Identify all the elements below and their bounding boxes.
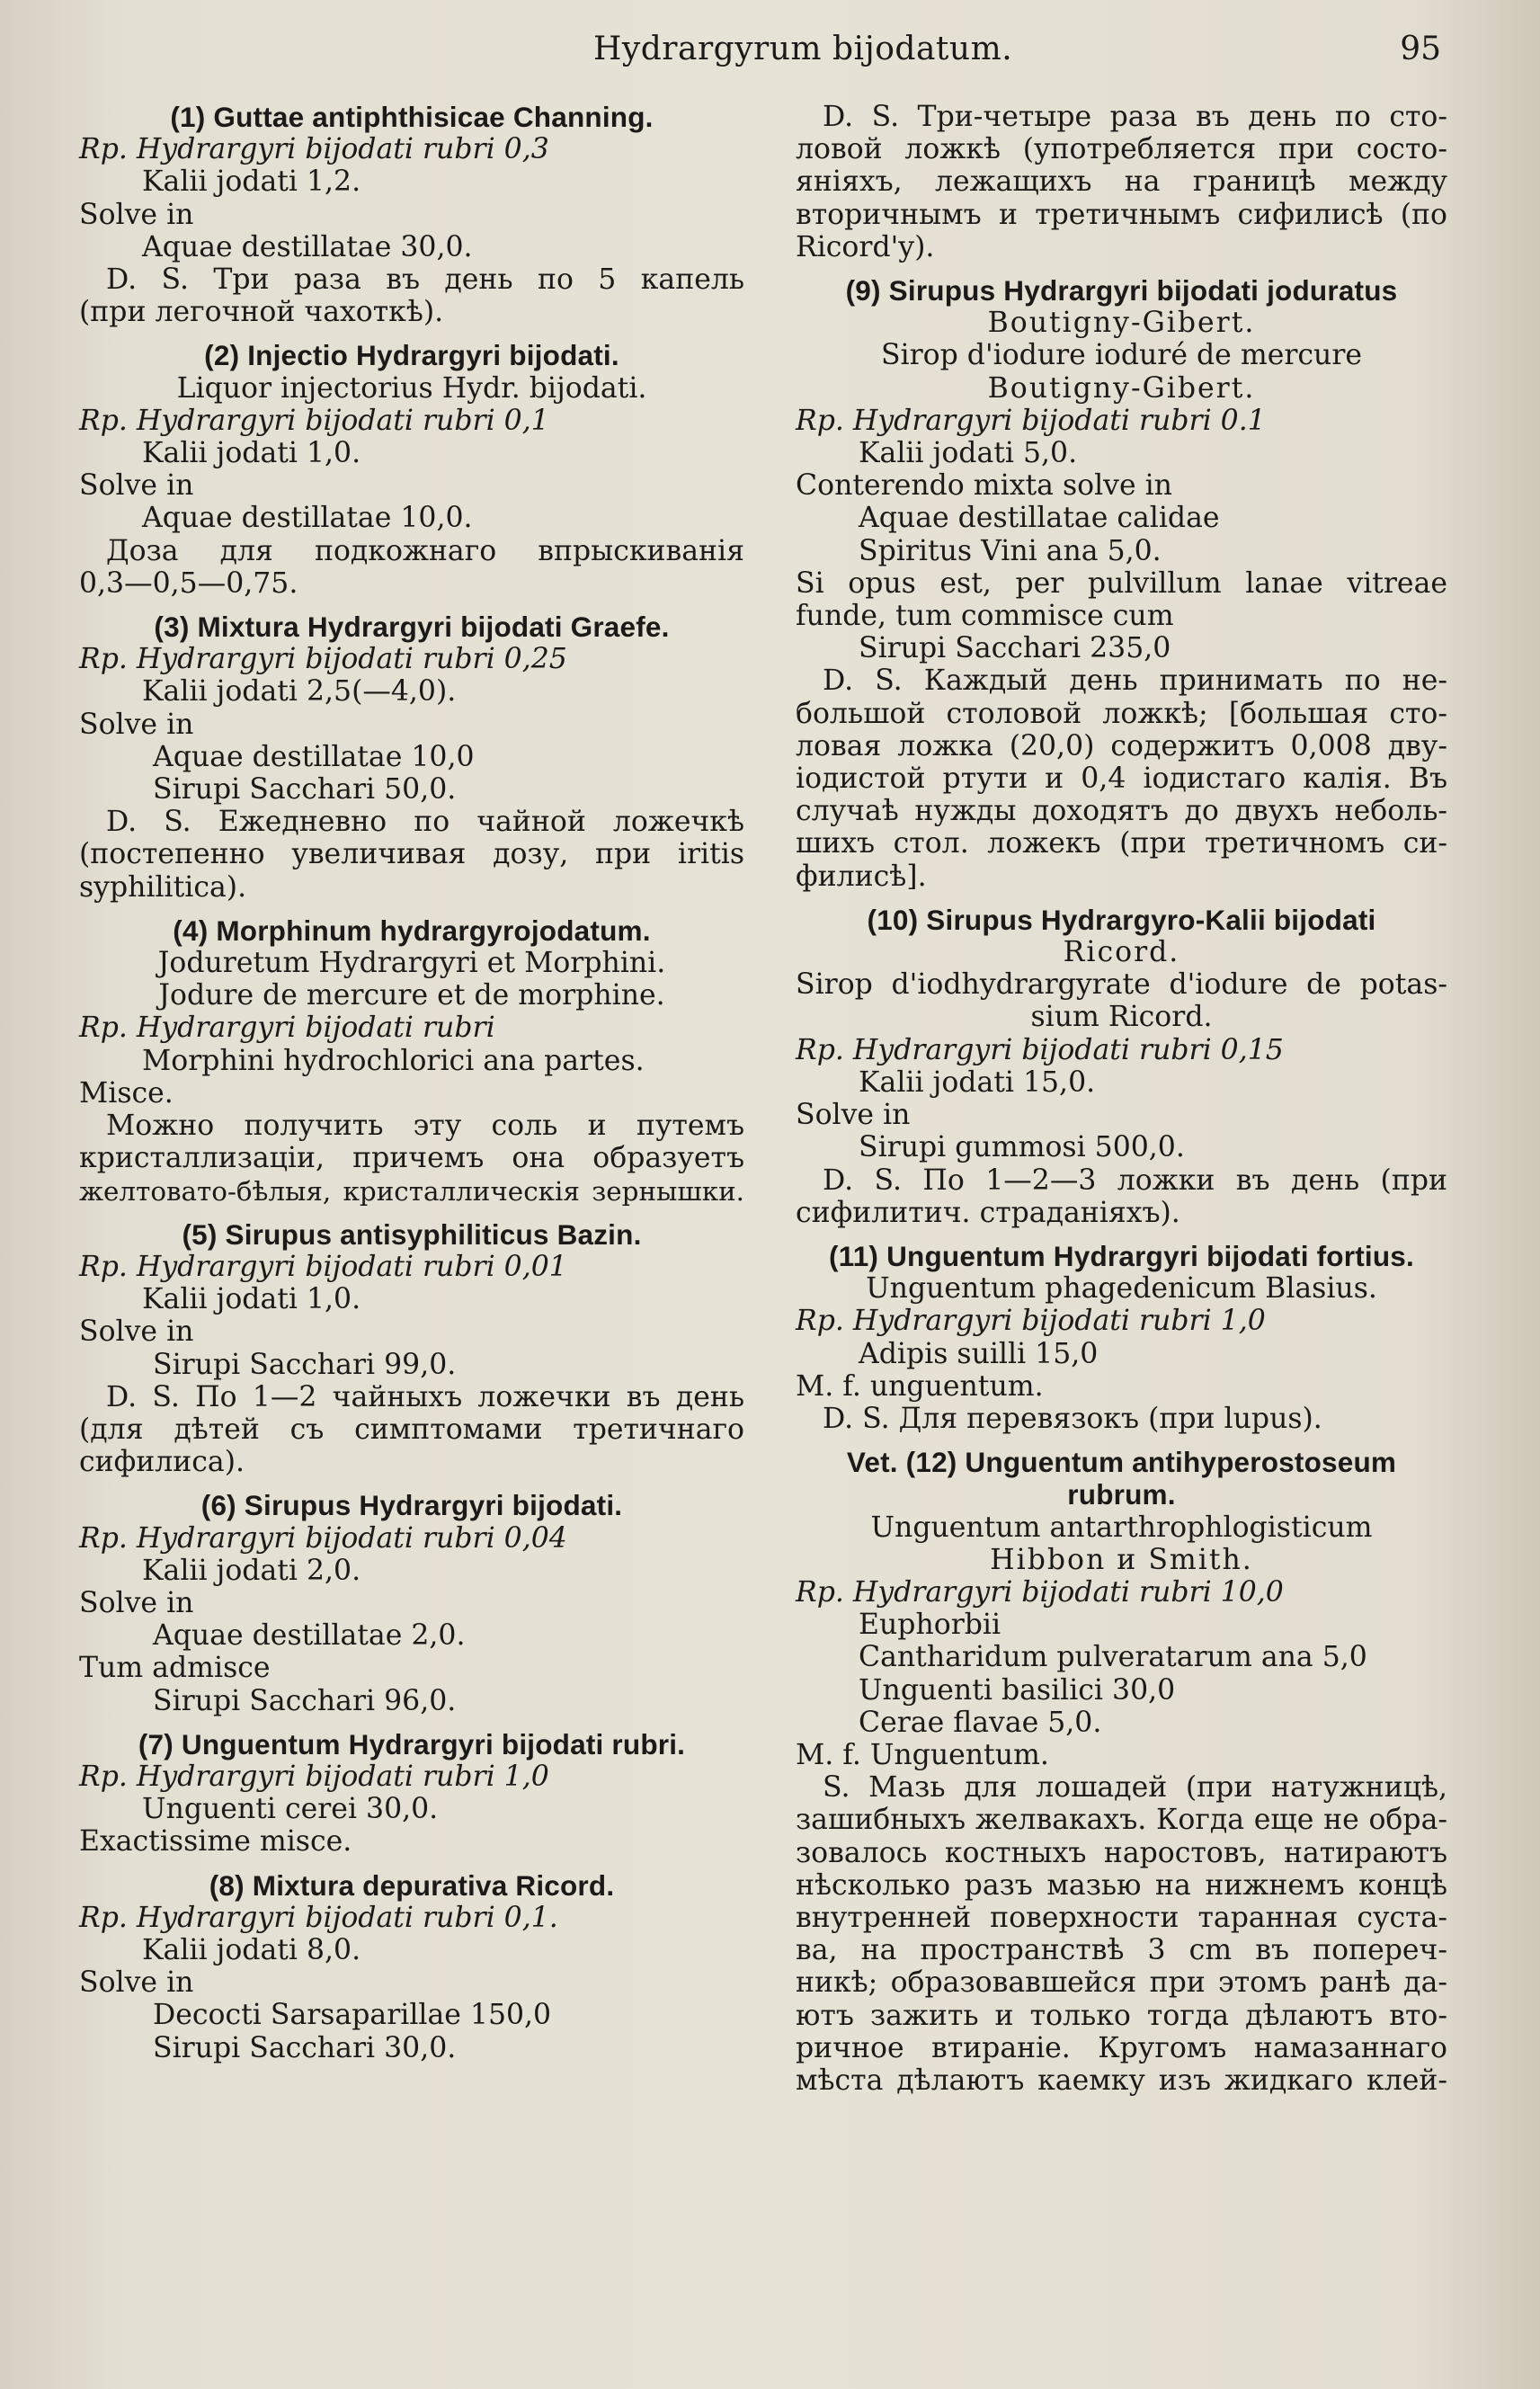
text-line: rubrum. — [1067, 1478, 1176, 1511]
text-line: Morphini hydrochlorici ana partes. — [142, 1044, 645, 1077]
page-number: 95 — [1400, 31, 1441, 67]
left-column — [79, 101, 744, 2075]
text-line: яніяхъ, лежащихъ на границѣ между — [796, 165, 1447, 199]
text-line: Ricord. — [1063, 936, 1180, 969]
text-line: Rp. Hydrargyri bijodati rubri 0,3 — [79, 133, 549, 166]
text-line: Kalii jodati 2,5(—4,0). — [142, 675, 457, 709]
recipe-title: (1) Guttae antiphthisicae Channing. — [170, 101, 654, 133]
text-line: филисѣ]. — [796, 860, 927, 893]
right-column — [796, 101, 1447, 2108]
text-line: Hibbon и Smith. — [990, 1543, 1253, 1576]
recipe-title: (6) Sirupus Hydrargyri bijodati. — [200, 1489, 623, 1522]
text-line: нѣсколько разъ мазью на нижнемъ концѣ — [796, 1868, 1447, 1902]
text-line: желтовато-бѣлыя, кристаллическія зернышки. — [79, 1175, 744, 1207]
text-line: Kalii jodati 1,0. — [142, 437, 361, 470]
recipe-title: (8) Mixtura depurativa Ricord. — [209, 1868, 615, 1902]
text-line: Rp. Hydrargyri bijodati rubri 0,1 — [79, 404, 549, 437]
text-line: D. S. Три раза въ день по 5 капель — [106, 263, 744, 297]
text-line: Sirupi Sacchari 235,0 — [859, 632, 1171, 665]
text-line: Kalii jodati 8,0. — [142, 1933, 361, 1966]
text-line: Decocti Sarsaparillae 150,0 — [153, 1999, 552, 2032]
text-line: Boutigny-Gibert. — [987, 307, 1256, 340]
text-line: сифилиса). — [79, 1446, 245, 1479]
recipe-title: (4) Morphinum hydrargyrojodatum. — [173, 914, 651, 947]
text-line: Sirupi Sacchari 99,0. — [153, 1348, 457, 1381]
text-line: Unguenti cerei 30,0. — [142, 1793, 439, 1826]
text-line: Cantharidum pulveratarum ana 5,0 — [859, 1641, 1367, 1674]
text-line: Kalii jodati 2,0. — [142, 1554, 361, 1587]
text-line: funde, tum commisce cum — [796, 600, 1174, 633]
text-line: Euphorbii — [859, 1609, 1001, 1642]
text-line: Aquae destillatae 10,0. — [142, 502, 473, 535]
text-line: Rp. Hydrargyri bijodati rubri 1,0 — [79, 1760, 549, 1793]
text-line: Tum admisce — [79, 1652, 271, 1685]
text-line: Solve in — [79, 1315, 194, 1349]
text-line: Rp. Hydrargyri bijodati rubri — [79, 1012, 495, 1045]
text-line: сифилитич. страданіяхъ). — [796, 1196, 1180, 1229]
text-line: Unguentum phagedenicum Blasius. — [866, 1272, 1377, 1306]
text-line: Rp. Hydrargyri bijodati rubri 0,15 — [796, 1033, 1284, 1066]
recipe-section — [79, 914, 744, 1208]
text-line: мѣста дѣлаютъ каемку изъ жидкаго клей- — [796, 2064, 1447, 2097]
text-line: Jodure de mercure et de morphine. — [158, 979, 665, 1012]
text-line: Rp. Hydrargyri bijodati rubri 0,25 — [79, 643, 567, 676]
running-title: Hydrargyrum bijodatum. — [593, 31, 1013, 67]
text-line: іодистой ртути и 0,4 іодистаго калія. Въ — [796, 762, 1447, 796]
text-line: Aquae destillatae 30,0. — [142, 230, 473, 263]
recipe-title: (7) Unguentum Hydrargyri bijodati rubri. — [138, 1727, 686, 1761]
text-line: Sirupi Sacchari 30,0. — [153, 2031, 457, 2064]
text-line: Solve in — [79, 469, 194, 503]
text-line: Ricord'y). — [796, 230, 935, 263]
text-line: Exactissime misce. — [79, 1825, 352, 1859]
recipe-section — [79, 1728, 744, 1859]
recipe-section — [79, 339, 744, 600]
text-line: зовалось костныхъ наростовъ, натираютъ — [796, 1836, 1447, 1869]
text-line: Misce. — [79, 1076, 174, 1110]
text-line: Kalii jodati 5,0. — [859, 437, 1078, 470]
text-line: Aquae destillatae 10,0 — [153, 740, 475, 773]
text-line: шихъ стол. ложекъ (при третичномъ си- — [796, 827, 1447, 860]
text-line: Cerae flavae 5,0. — [859, 1706, 1102, 1739]
text-line: вторичнымъ и третичнымъ сифилисѣ (по — [796, 198, 1447, 231]
text-line: Rp. Hydrargyri bijodati rubri 0.1 — [796, 404, 1266, 437]
text-line: никѣ; образовавшейся при этомъ ранѣ да- — [796, 1966, 1447, 2000]
text-line: зашибныхъ желвакахъ. Когда еще не обра- — [796, 1804, 1447, 1837]
recipe-title: (5) Sirupus antisyphiliticus Bazin. — [182, 1217, 642, 1251]
text-line: ва, на пространствѣ 3 cm въ попереч- — [796, 1934, 1447, 1967]
recipe-section — [796, 274, 1447, 893]
text-line: Kalii jodati 15,0. — [859, 1065, 1096, 1099]
recipe-section — [796, 1240, 1447, 1435]
recipe-title: (2) Injectio Hydrargyri bijodati. — [204, 339, 619, 372]
text-line: Доза для подкожнаго впрыскиванія — [106, 534, 744, 567]
text-line: Sirupi Sacchari 96,0. — [153, 1684, 457, 1717]
text-line: Boutigny-Gibert. — [987, 371, 1256, 405]
text-line: (постепенно увеличивая дозу, при iritis — [79, 838, 744, 871]
recipe-section — [79, 1218, 744, 1479]
text-line: D. S. Каждый день принимать по не- — [823, 664, 1447, 698]
text-line: Rp. Hydrargyri bijodati rubri 0,1. — [79, 1901, 558, 1934]
text-line: внутренней поверхности таранная суста- — [796, 1901, 1447, 1934]
recipe-section — [796, 1446, 1447, 2097]
recipe-section — [79, 101, 744, 328]
text-line: Sirupi Sacchari 50,0. — [153, 773, 457, 807]
recipe-section — [79, 1869, 744, 2064]
text-line: Conterendo mixta solve in — [796, 469, 1172, 503]
text-line: S. Мазь для лошадей (при натужницѣ, — [823, 1771, 1447, 1805]
text-line: Unguenti basilici 30,0 — [859, 1673, 1176, 1707]
text-line: Si opus est, per pulvillum lanae vitreae — [796, 566, 1447, 600]
text-line: D. S. Для перевязокъ (при lupus). — [823, 1402, 1322, 1435]
text-line: кристаллизаціи, причемъ она образуетъ — [79, 1142, 744, 1175]
recipe-section — [796, 101, 1447, 263]
text-line: Unguentum antarthrophlogisticum — [870, 1511, 1373, 1544]
text-line: (при легочной чахоткѣ). — [79, 296, 444, 329]
text-line: 0,3—0,5—0,75. — [79, 566, 298, 600]
text-line: ловая ложка (20,0) содержитъ 0,008 дву- — [796, 729, 1447, 762]
text-line: D. S. По 1—2 чайныхъ ложечки въ день — [106, 1380, 744, 1413]
text-line: Sirupi gummosi 500,0. — [859, 1131, 1185, 1164]
text-line: большой столовой ложкѣ; [большая сто- — [796, 697, 1447, 730]
text-line: случаѣ нужды доходятъ до двухъ неболь- — [796, 795, 1447, 828]
text-line: Sirop d'iodure ioduré de mercure — [880, 339, 1363, 372]
text-line: D. S. По 1—2—3 ложки въ день (при — [823, 1163, 1447, 1197]
text-line: Solve in — [796, 1099, 911, 1132]
recipe-title: (9) Sirupus Hydrargyri bijodati joduratus — [845, 274, 1398, 308]
text-line: M. f. Unguentum. — [796, 1738, 1049, 1771]
recipe-title: Vet. (12) Unguentum antihyperostoseum — [846, 1446, 1397, 1479]
recipe-title: (11) Unguentum Hydrargyri bijodati fortius. — [829, 1239, 1414, 1272]
text-line: Solve in — [79, 198, 194, 231]
text-line: Rp. Hydrargyri bijodati rubri 0,04 — [79, 1521, 567, 1555]
recipe-title: (10) Sirupus Hydrargyro-Kalii bijodati — [867, 903, 1376, 936]
text-line: Adipis suilli 15,0 — [859, 1337, 1099, 1370]
text-line: Solve in — [79, 1586, 194, 1619]
text-line: Spiritus Vini ana 5,0. — [859, 534, 1162, 567]
text-line: ловой ложкѣ (употребляется при состо- — [796, 133, 1447, 166]
text-line: Liquor injectorius Hydr. bijodati. — [176, 371, 647, 405]
recipe-section — [796, 904, 1447, 1229]
text-line: syphilitica). — [79, 870, 247, 904]
text-line: Можно получить эту соль и путемъ — [106, 1110, 744, 1143]
text-line: Aquae destillatae 2,0. — [153, 1619, 466, 1653]
text-line: ютъ зажить и только тогда дѣлаютъ вто- — [796, 1999, 1447, 2032]
text-line: Solve in — [79, 1966, 194, 2000]
text-line: Joduretum Hydrargyri et Morphini. — [157, 947, 666, 980]
text-line: D. S. Три-четыре раза въ день по сто- — [823, 101, 1447, 133]
recipe-section — [79, 1489, 744, 1716]
text-line: Rp. Hydrargyri bijodati rubri 1,0 — [796, 1305, 1266, 1338]
recipe-title: (3) Mixtura Hydrargyri bijodati Graefe. — [154, 611, 670, 644]
text-line: (для дѣтей съ симптомами третичнаго — [79, 1413, 744, 1446]
text-line: M. f. unguentum. — [796, 1369, 1044, 1403]
page-header — [0, 25, 1540, 79]
text-line: Kalii jodati 1,2. — [142, 165, 361, 199]
text-line: Sirop d'iodhydrargyrate d'iodure de potas- — [796, 968, 1447, 1002]
text-line: Rp. Hydrargyri bijodati rubri 0,01 — [79, 1250, 567, 1283]
text-line: Solve in — [79, 708, 194, 741]
recipe-section — [79, 611, 744, 904]
text-line: sium Ricord. — [1030, 1001, 1213, 1034]
text-line: D. S. Ежедневно по чайной ложечкѣ — [106, 806, 744, 839]
text-line: Aquae destillatae calidae — [859, 502, 1220, 535]
text-line: Rp. Hydrargyri bijodati rubri 10,0 — [796, 1575, 1284, 1609]
text-line: Kalii jodati 1,0. — [142, 1283, 361, 1316]
text-line: ричное втираніе. Кругомъ намазаннаго — [796, 2031, 1447, 2064]
